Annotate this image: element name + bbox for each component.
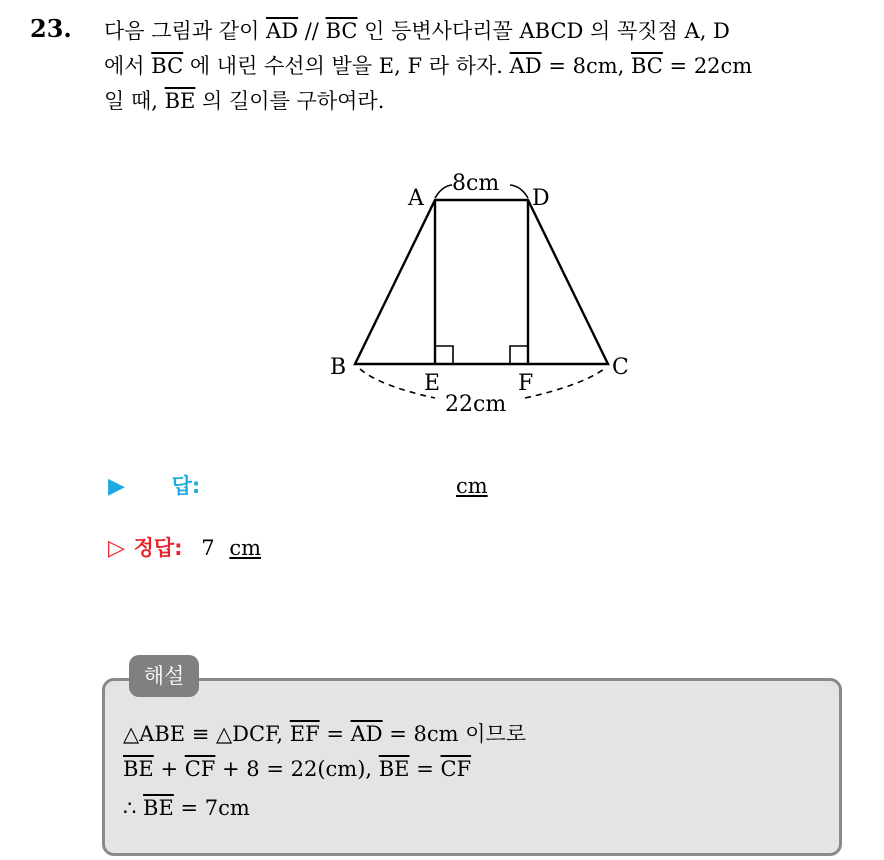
q1-b: $\overline{AD}$ [266,19,299,43]
s3-b: $\overline{BE}$ [143,796,174,820]
trapezoid-figure [320,160,650,430]
right-angle-mark-E [435,346,453,364]
s2-b: + [153,757,185,781]
label-F: F [518,371,534,396]
question-text [104,14,874,119]
solution-line-3 [123,796,250,820]
correct-answer-row [108,532,261,562]
s2-f: = [409,757,441,781]
q2-g: = 22cm [662,54,753,78]
s2-d: + 8 = 22(cm), [215,757,379,781]
answer-unit: cm [456,474,488,498]
label-A: A [408,186,424,211]
s3-c: = 7cm [173,796,250,820]
s1-d: $\overline{AD}$ [350,722,383,746]
solution-tag: 해설 [129,655,199,697]
s1-a: △ABE ≡ △DCF, [123,722,290,746]
top-arc-right [510,185,528,198]
s1-c: = [319,722,351,746]
q1-d: $\overline{BC}$ [325,19,358,43]
trapezoid-outline [355,200,608,364]
q2-a: 에서 [104,54,152,78]
question-line-1 [104,14,874,49]
solution-line-2 [123,757,471,781]
s2-g: $\overline{CF}$ [440,757,472,781]
question-number: 23. [30,14,72,43]
correct-answer-label: 정답: [133,536,183,560]
q3-a: 일 때, [104,89,165,113]
label-E: E [424,371,441,396]
q2-e: = 8cm, [541,54,631,78]
q3-b: $\overline{BE}$ [164,89,196,113]
q1-e: 인 등변사다리꼴 ABCD 의 꼭짓점 A, D [357,19,730,43]
answer-label: 답: [171,474,201,498]
q3-c: 의 길이를 구하여라. [195,89,385,113]
q1-a: 다음 그림과 같이 [104,19,267,43]
label-D: D [532,186,550,211]
s1-b: $\overline{EF}$ [289,722,320,746]
correct-answer-value: 7 [201,536,215,560]
right-angle-mark-F [510,346,528,364]
q2-c: 에 내린 수선의 발을 E, F 라 하자. [183,54,510,78]
filled-right-triangle-icon: ▶ [108,474,125,499]
s2-a: $\overline{BE}$ [123,757,154,781]
question-line-2 [104,49,874,84]
s3-a: ∴ [123,796,144,820]
q2-d: $\overline{AD}$ [509,54,542,78]
q2-f: $\overline{BC}$ [630,54,663,78]
outline-right-triangle-icon: ▷ [108,536,125,561]
s2-c: $\overline{CF}$ [184,757,216,781]
label-B: B [330,355,347,380]
correct-answer-unit: cm [229,536,262,560]
question-line-3 [104,84,874,119]
solution-line-1 [123,718,526,748]
s2-e: $\overline{BE}$ [378,757,410,781]
bottom-length-label: 22cm [445,392,507,417]
label-C: C [612,355,629,380]
bottom-dashed-arc-right [525,369,604,398]
q1-c: // [298,19,326,43]
s1-e: = 8cm 이므로 [382,722,527,746]
q2-b: $\overline{BC}$ [151,54,184,78]
answer-row [108,470,488,500]
top-arc-left [435,185,452,198]
top-length-label: 8cm [452,171,500,196]
